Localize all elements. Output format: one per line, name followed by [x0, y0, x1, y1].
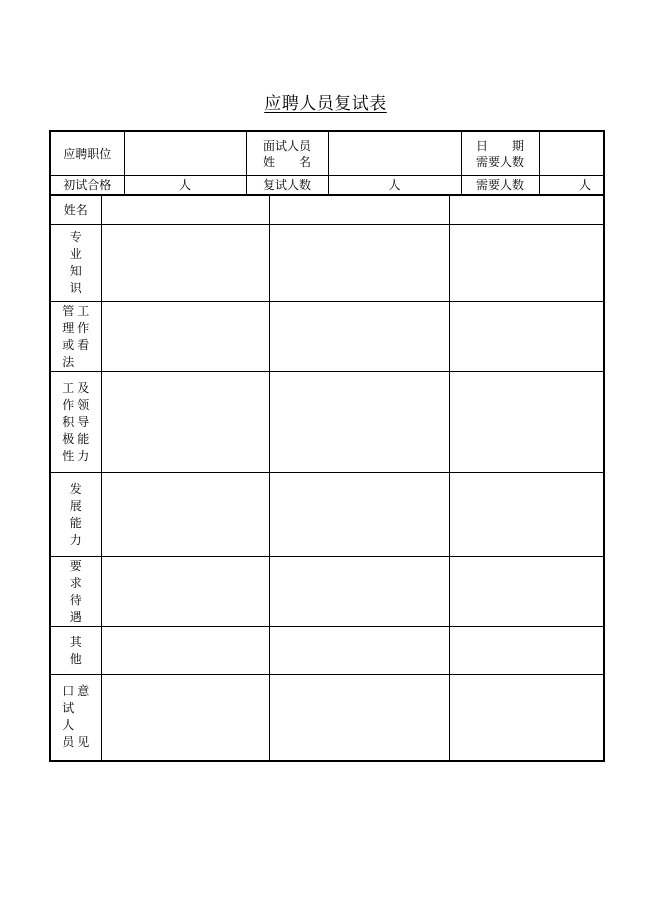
knowledge-label: 专 业 知 识: [50, 225, 101, 302]
candidate-1-salary-cell[interactable]: [101, 557, 269, 627]
candidate-2-opinion-cell[interactable]: [269, 675, 449, 761]
position-field[interactable]: [124, 131, 246, 176]
candidate-2-name-cell[interactable]: [269, 196, 449, 225]
date-field[interactable]: [539, 131, 604, 176]
candidate-2-salary-cell[interactable]: [269, 557, 449, 627]
interviewer-name-field[interactable]: [328, 131, 461, 176]
candidate-3-development-cell[interactable]: [449, 473, 604, 557]
position-label: 应聘职位: [50, 131, 124, 176]
candidate-3-management-cell[interactable]: [449, 302, 604, 372]
candidate-3-other-cell[interactable]: [449, 627, 604, 675]
candidate-1-knowledge-cell[interactable]: [101, 225, 269, 302]
candidate-2-knowledge-cell[interactable]: [269, 225, 449, 302]
candidate-3-salary-cell[interactable]: [449, 557, 604, 627]
candidate-1-opinion-cell[interactable]: [101, 675, 269, 761]
first-pass-label: 初试合格: [50, 176, 124, 195]
candidate-3-opinion-cell[interactable]: [449, 675, 604, 761]
candidate-2-other-cell[interactable]: [269, 627, 449, 675]
other-label: 其 他: [50, 627, 101, 675]
management-row: [50, 302, 604, 372]
candidate-2-development-cell[interactable]: [269, 473, 449, 557]
name-label: 姓名: [50, 196, 101, 225]
name-row: [50, 196, 604, 225]
salary-label: 要 求 待 遇: [50, 557, 101, 627]
candidate-2-initiative-cell[interactable]: [269, 372, 449, 473]
development-label: 发 展 能 力: [50, 473, 101, 557]
header-table: [49, 130, 605, 195]
candidate-3-knowledge-cell[interactable]: [449, 225, 604, 302]
retest-count-label: 复试人数: [246, 176, 328, 195]
needed-count-label: 需要人数: [461, 176, 539, 195]
initiative-row: [50, 372, 604, 473]
form-title: 应聘人员复试表: [264, 94, 387, 114]
initiative-label: 工 作 积 极 性 及 领 导 能 力: [50, 372, 101, 473]
interviewer-label: 面试人员 姓 名: [246, 131, 328, 176]
evaluation-table: [49, 195, 605, 762]
first-pass-count-field[interactable]: 人: [124, 176, 246, 195]
candidate-1-development-cell[interactable]: [101, 473, 269, 557]
candidate-3-initiative-cell[interactable]: [449, 372, 604, 473]
retest-count-field[interactable]: 人: [328, 176, 461, 195]
opinion-label: 口 试 人 员 意 见: [50, 675, 101, 761]
candidate-3-name-cell[interactable]: [449, 196, 604, 225]
other-row: [50, 627, 604, 675]
salary-row: [50, 557, 604, 627]
candidate-2-management-cell[interactable]: [269, 302, 449, 372]
management-label: 管 理 或 法 工 作 看: [50, 302, 101, 372]
candidate-1-management-cell[interactable]: [101, 302, 269, 372]
date-needed-label: 日 期 需要人数: [461, 131, 539, 176]
opinion-row: [50, 675, 604, 761]
needed-count-field[interactable]: 人: [539, 176, 604, 195]
candidate-1-initiative-cell[interactable]: [101, 372, 269, 473]
candidate-1-other-cell[interactable]: [101, 627, 269, 675]
development-row: [50, 473, 604, 557]
candidate-1-name-cell[interactable]: [101, 196, 269, 225]
knowledge-row: [50, 225, 604, 302]
